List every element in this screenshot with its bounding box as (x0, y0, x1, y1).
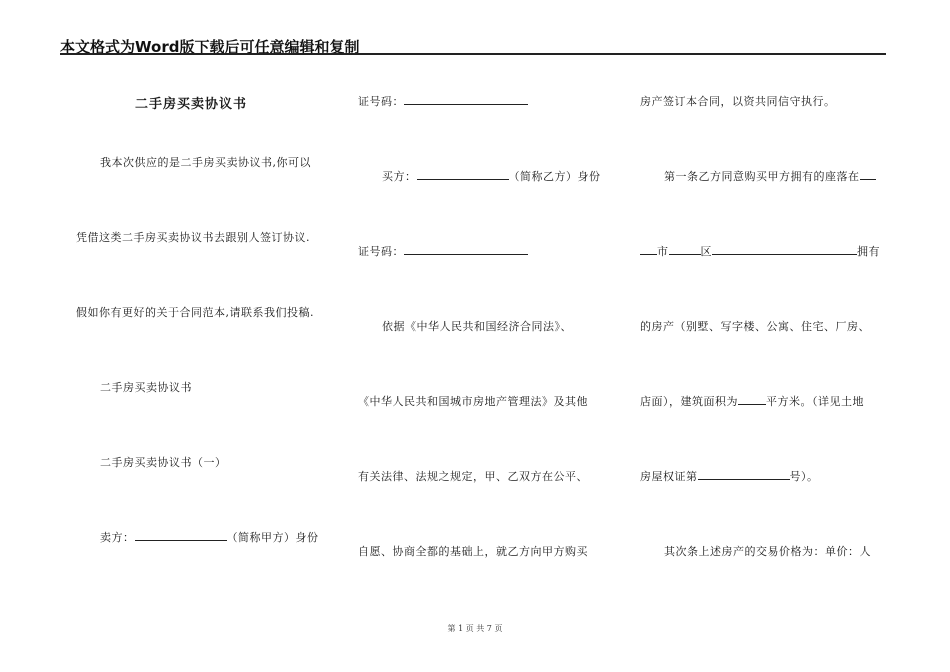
city-blank (640, 244, 657, 255)
paragraph-line: 的房产（别墅、写字楼、公寓、住宅、厂房、 (640, 320, 870, 333)
buyer-line (382, 168, 601, 184)
area-suffix: 平方米。（详见土地 (766, 395, 864, 408)
seller-blank (135, 530, 227, 541)
section-heading: 二手房买卖协议书 (100, 381, 192, 394)
id-number-label: 证号码： (358, 245, 404, 258)
id-number-blank (404, 94, 528, 105)
own-label: 拥有 (857, 245, 880, 258)
certificate-line (640, 468, 819, 484)
paragraph-line: 凭借这类二手房买卖协议书去跟别人签订协议. (76, 231, 310, 244)
paragraph-line: 自愿、协商全都的基础上，就乙方向甲方购买 (358, 545, 588, 558)
article-1-line (664, 168, 876, 184)
document-title: 二手房买卖协议书 (135, 97, 248, 112)
certificate-label: 房屋权证第 (640, 470, 698, 483)
paragraph-line: 房产签订本合同，以资共同信守执行。 (640, 95, 836, 108)
id-number-blank (404, 244, 528, 255)
paragraph-line: 假如你有更好的关于合同范本,请联系我们投稿. (76, 306, 314, 319)
header-rule (60, 53, 886, 55)
page-footer: 第 1 页 共 7 页 (447, 624, 503, 633)
location-line (640, 243, 880, 259)
address-blank (712, 244, 857, 255)
seller-line (100, 529, 319, 545)
seller-suffix: （简称甲方）身份 (226, 531, 319, 544)
buyer-suffix: （简称乙方）身份 (508, 170, 601, 183)
area-label: 店面），建筑面积为 (640, 395, 738, 408)
location-blank (860, 169, 876, 180)
certificate-suffix: 号）。 (789, 470, 819, 483)
paragraph-line: 《中华人民共和国城市房地产管理法》及其他 (358, 395, 588, 408)
buyer-blank (417, 169, 509, 180)
paragraph-line: 我本次供应的是二手房买卖协议书,你可以 (100, 156, 311, 169)
page-header: 本文格式为Word版下载后可任意编辑和复制 (60, 38, 360, 56)
certificate-blank (698, 469, 790, 480)
section-heading: 二手房买卖协议书（一） (100, 456, 227, 469)
district-label: 区 (700, 245, 712, 258)
seller-label: 卖方： (100, 531, 135, 544)
id-number-label: 证号码： (358, 95, 404, 108)
paragraph-line: 有关法律、法规之规定，甲、乙双方在公平、 (358, 470, 588, 483)
paragraph-line: 其次条上述房产的交易价格为：单价：人 (664, 545, 871, 558)
buyer-label: 买方： (382, 170, 417, 183)
district-blank (669, 244, 701, 255)
id-number-line (358, 243, 528, 259)
city-label: 市 (657, 245, 669, 258)
article-1-text: 第一条乙方同意购买甲方拥有的座落在 (664, 170, 860, 183)
id-number-line (358, 93, 528, 109)
area-line (640, 393, 864, 409)
area-blank (738, 394, 766, 405)
paragraph-line: 依据《中华人民共和国经济合同法》、 (382, 320, 572, 333)
